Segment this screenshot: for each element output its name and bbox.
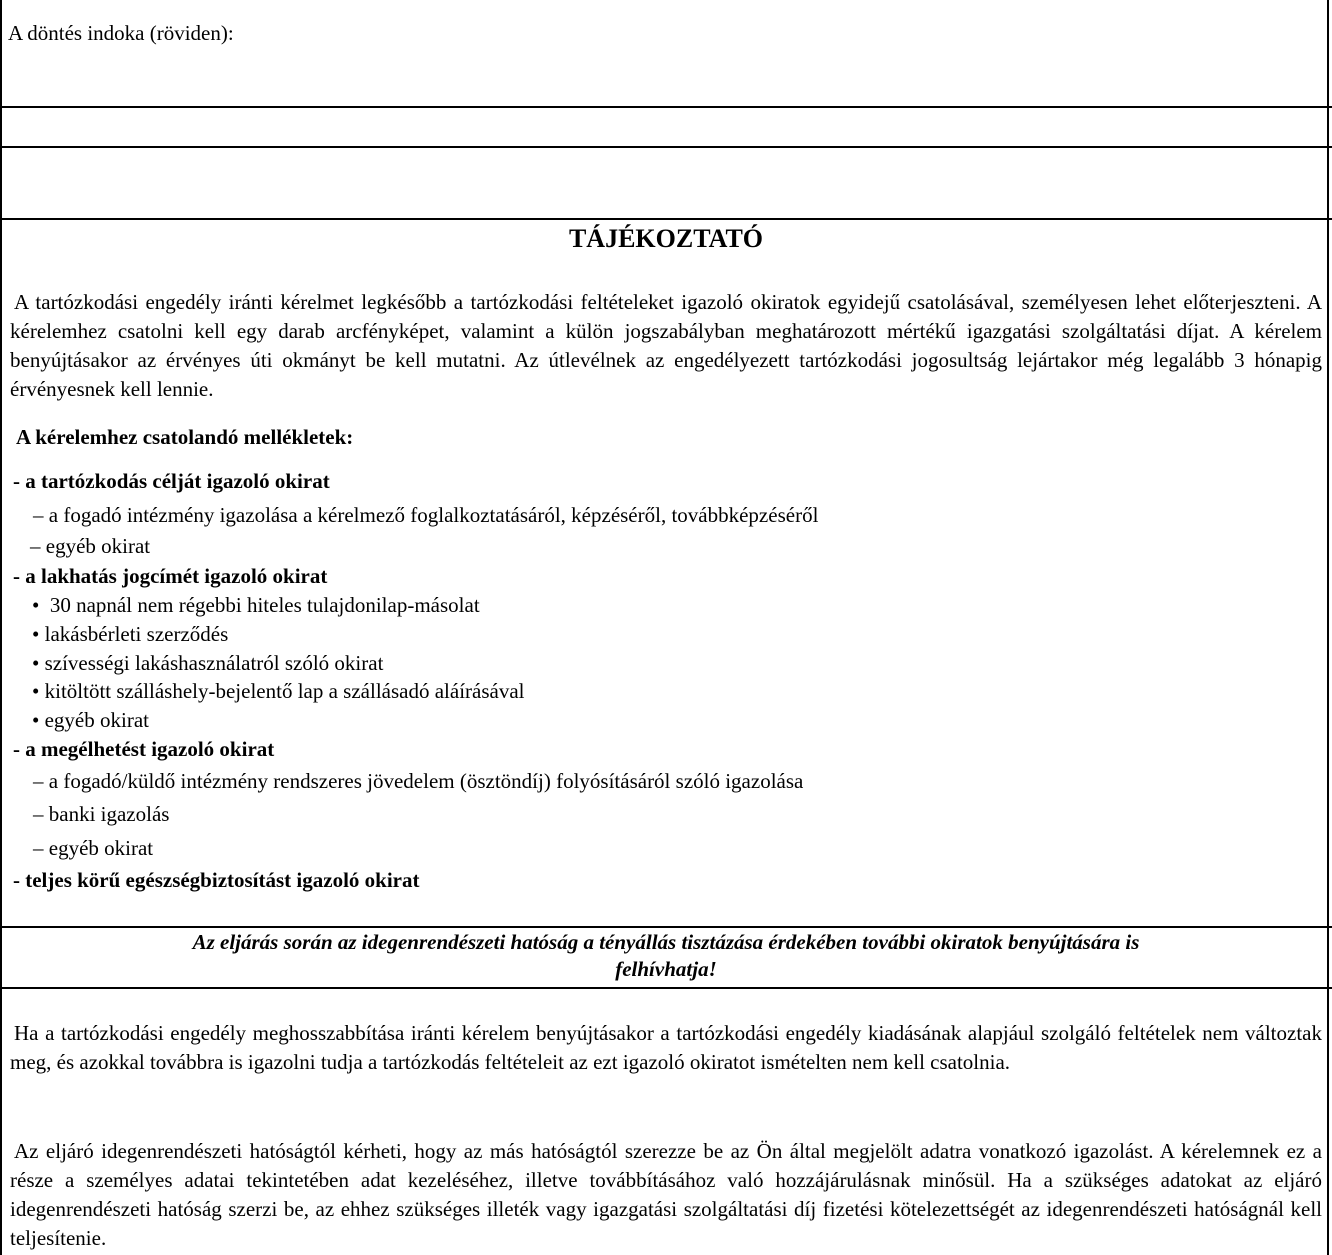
list-item: • 30 napnál nem régebbi hiteles tulajdonilap-másolat — [32, 593, 480, 617]
list-item: • kitöltött szálláshely-bejelentő lap a szállásadó aláírásával — [32, 679, 525, 703]
data-request-paragraph: Az eljáró idegenrendészeti hatóságtól kérheti, hogy az más hatóságtól szerezze be az Ön által megjelölt adatra vonatkozó igazolást. A kérelemnek ez a része a személyes adatai tekintetében adat kezeléséhez, illetve továbbításához való hozzájárulásnak minősül. Ha a szükséges adatokat az eljáró idegenrendészeti hatóság szerzi be, az ehhez szükséges illeték vagy igazgatási szolgáltatási díj fizetési kötelezettségét az idegenrendészeti hatóságnál kell teljesítenie. — [10, 1139, 1322, 1250]
dash-marker: – — [33, 802, 49, 826]
bullet-marker: • — [32, 651, 45, 675]
row-divider — [0, 218, 1332, 220]
list-heading-housing: - a lakhatás jogcímét igazoló okirat — [13, 564, 328, 588]
notice-text: Az eljárás során az idegenrendészeti hatóság a tényállás tisztázása érdekében további okiratok benyújtására is felhívhatja! — [192, 930, 1140, 981]
attachments-heading: A kérelemhez csatolandó mellékletek: — [16, 425, 354, 449]
bullet-marker: • — [32, 593, 50, 617]
list-item: – banki igazolás — [33, 802, 170, 826]
list-heading-purpose: - a tartózkodás célját igazoló okirat — [13, 469, 330, 493]
decision-reason-label: A döntés indoka (röviden): — [8, 21, 234, 45]
bullet-marker: • — [32, 708, 45, 732]
row-divider — [0, 146, 1332, 148]
list-heading-livelihood: - a megélhetést igazoló okirat — [13, 737, 275, 761]
dash-marker: – — [33, 769, 49, 793]
dash-marker: – — [30, 534, 46, 558]
list-item: • lakásbérleti szerződés — [32, 622, 229, 646]
bullet-marker: • — [32, 679, 45, 703]
row-divider — [0, 926, 1332, 928]
list-item: – egyéb okirat — [30, 534, 151, 558]
row-divider — [0, 987, 1332, 989]
list-item: • szívességi lakáshasználatról szóló okirat — [32, 651, 384, 675]
list-item: • egyéb okirat — [32, 708, 149, 732]
bullet-marker: • — [32, 622, 45, 646]
list-item: – egyéb okirat — [33, 836, 154, 860]
list-item: – a fogadó/küldő intézmény rendszeres jövedelem (ösztöndíj) folyósításáról szóló igazolása — [33, 769, 804, 793]
intro-paragraph: A tartózkodási engedély iránti kérelmet legkésőbb a tartózkodási feltételeket igazoló okiratok egyidejű csatolásával, személyesen lehet előterjeszteni. A kérelemhez csatolni kell egy darab arcfényképet, valamint a külön jogszabályban meghatározott mértékű igazgatási szolgáltatási díjat. A kérelem benyújtásakor az érvényes úti okmányt be kell mutatni. Az útlevélnek az engedélyezett tartózkodási jogosultság lejártakor még legalább 3 hónapig érvényesnek kell lennie. — [10, 290, 1322, 401]
row-divider — [0, 106, 1332, 108]
page-title: TÁJÉKOZTATÓ — [568, 224, 764, 253]
list-item: – a fogadó intézmény igazolása a kérelmező foglalkoztatásáról, képzéséről, továbbképzéséről — [33, 503, 819, 527]
dash-marker: – — [33, 836, 49, 860]
dash-marker: – — [33, 503, 49, 527]
extension-paragraph: Ha a tartózkodási engedély meghosszabbítása iránti kérelem benyújtásakor a tartózkodási engedély kiadásának alapjául szolgáló feltételek nem változtak meg, és azokkal továbbra is igazolni tudja a tartózkodás feltételeit az ezt igazoló okiratot ismételten nem kell csatolnia. — [10, 1021, 1322, 1074]
list-heading-insurance: - teljes körű egészségbiztosítást igazoló okirat — [13, 868, 420, 892]
